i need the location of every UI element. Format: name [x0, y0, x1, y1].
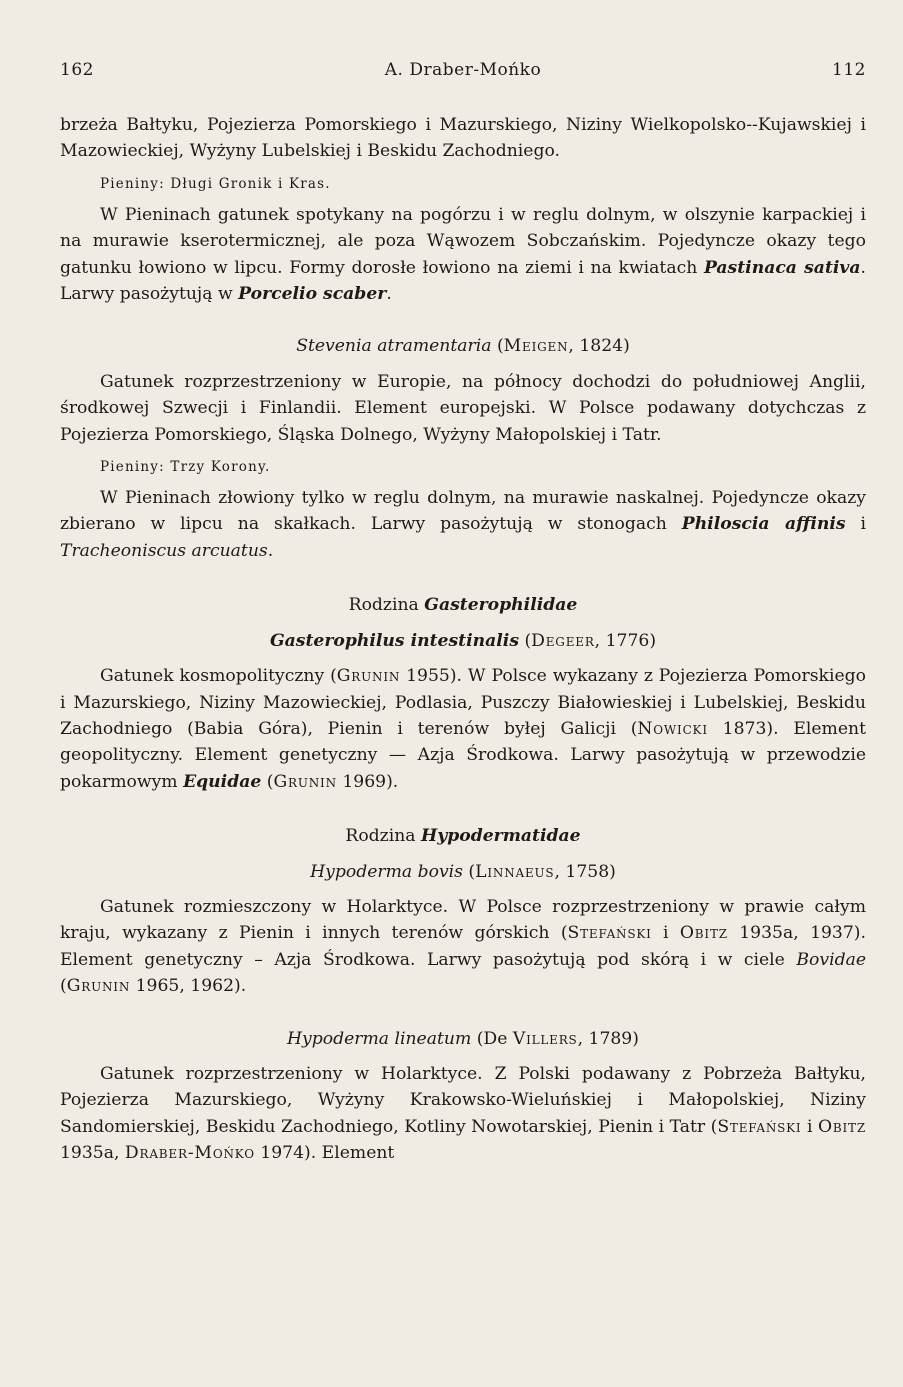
- paragraph: [60, 369, 866, 448]
- author-name: Degeer: [531, 630, 595, 651]
- text-run: 1935a, 1937). Element genetyczny – Azja Środkowa. Larwy pasożytują pod skórą i w ciele: [60, 923, 866, 970]
- author-name: Draber-Mońko: [124, 1143, 255, 1164]
- text-run: Rodzina: [348, 595, 425, 616]
- taxon-name: Gasterophilidae: [424, 595, 578, 616]
- text-run: (: [519, 630, 532, 651]
- paragraph: [60, 663, 866, 795]
- text-run: , 1824): [568, 336, 630, 357]
- text-run: Gatunek rozprzestrzeniony w Holarktyce. Z Polski podawany z Pobrzeża Bałtyku, Pojezierza Mazurskiego, Wyżyny Krakowsko-Wieluńskiej i Małopolskiej, Niziny Sandomierskiej, Beskidu Zachodniego, Kotliny Nowotarskiej, Pienin i Tatr (: [60, 1063, 866, 1137]
- text-run: 1873). Element geopolityczny. Element genetyczny — Azja Środkowa. Larwy pasożytują w przewodzie pokarmowym: [60, 718, 866, 792]
- species-heading: [60, 333, 866, 359]
- text-run: .: [267, 540, 274, 561]
- text-run: W Pieninach gatunek spotykany na pogórzu i w reglu dolnym, w olszynie karpackiej i na murawie kserotermicznej, ale poza Wąwozem Sobczańskim. Pojedyncze okazy tego gatunku łowiono w lipcu. Formy dorosłe łowiono na ziemi i na kwiatach: [60, 204, 866, 278]
- locality-line: Pieniny: Długi Gronik i Kras.: [100, 175, 331, 192]
- author-name: Obitz: [817, 1116, 866, 1137]
- author-name: Obitz: [679, 923, 728, 944]
- taxon-name: Equidae: [183, 771, 262, 792]
- paragraph: [60, 894, 866, 1000]
- author-name: Linnaeus: [475, 861, 555, 882]
- text-run: 1974). Element: [254, 1143, 395, 1164]
- taxon-name: Hypoderma lineatum: [287, 1028, 472, 1049]
- taxon-name: Tracheoniscus arcuatus: [60, 540, 268, 561]
- author-name: Stefański: [567, 923, 652, 944]
- text-run: (: [60, 976, 67, 997]
- text-run: , 1758): [554, 861, 616, 882]
- paragraph: [60, 112, 866, 165]
- text-run: . Larwy pasożytują w: [60, 257, 867, 305]
- paragraph: [60, 1061, 866, 1167]
- running-header: [60, 60, 866, 84]
- paragraph: [60, 485, 866, 564]
- text-run: .: [386, 284, 392, 305]
- page-number-left: 162: [60, 60, 94, 80]
- author-name: Villers: [512, 1028, 578, 1049]
- taxon-name: Philoscia affinis: [681, 514, 846, 535]
- text-run: , 1789): [577, 1028, 639, 1049]
- text-run: Gatunek rozprzestrzeniony w Europie, na północy dochodzi do południowej Anglii, środkowej Szwecji i Finlandii. Element europejski. W Polsce podawany dotychczas z Pojezierza Pomorskiego, Śląska Dolnego, Wyżyny Małopolskiej i Tatr.: [60, 371, 866, 445]
- family-heading: [60, 823, 866, 849]
- text-run: 1969).: [336, 771, 399, 792]
- paragraph: [60, 202, 866, 308]
- text-run: (: [491, 336, 504, 357]
- taxon-name: Pastinaca sativa: [703, 257, 861, 278]
- author-name: Meigen: [503, 336, 569, 357]
- taxon-name: Hypoderma bovis: [310, 861, 463, 882]
- author-name: Grunin: [336, 666, 401, 687]
- species-heading: [60, 859, 866, 885]
- author-name: Stefański: [717, 1116, 802, 1137]
- page-body: [60, 112, 866, 1167]
- text-run: Rodzina: [345, 826, 421, 847]
- running-title-author: A. Draber-Mońko: [384, 60, 542, 80]
- taxon-name: Porcelio scaber: [238, 284, 387, 305]
- text-run: (De: [471, 1028, 513, 1049]
- text-run: (: [261, 771, 274, 792]
- page-number-right: 112: [832, 60, 866, 80]
- taxon-name: Gasterophilus intestinalis: [269, 630, 519, 651]
- author-name: Nowicki: [637, 718, 708, 739]
- text-run: 1935a,: [60, 1143, 125, 1164]
- text-run: i: [845, 514, 866, 535]
- text-run: i: [651, 923, 680, 944]
- taxon-name: Hypodermatidae: [421, 826, 581, 847]
- taxon-name: Stevenia atramentaria: [296, 336, 492, 357]
- text-run: (: [462, 861, 476, 882]
- text-run: Gatunek rozmieszczony w Holarktyce. W Polsce rozprzestrzeniony w prawie całym kraju, wykazany z Pienin i innych terenów górskich (: [60, 896, 866, 944]
- text-run: W Pieninach złowiony tylko w reglu dolnym, na murawie naskalnej. Pojedyncze okazy zbierano w lipcu na skałkach. Larwy pasożytują w stonogach: [60, 488, 866, 535]
- text-run: brzeża Bałtyku, Pojezierza Pomorskiego i Mazurskiego, Niziny Wielkopolsko--Kujawskiej i Mazowieckiej, Wyżyny Lubelskiej i Beskidu Zachodniego.: [60, 115, 866, 162]
- locality-line: Pieniny: Trzy Korony.: [100, 459, 271, 476]
- author-name: Grunin: [66, 976, 131, 997]
- text-run: , 1776): [594, 630, 657, 651]
- species-heading: [60, 628, 866, 654]
- taxon-name: Bovidae: [796, 949, 866, 970]
- species-heading: [60, 1026, 866, 1052]
- text-run: Gatunek kosmopolityczny (: [100, 666, 337, 687]
- author-name: Grunin: [273, 771, 337, 792]
- family-heading: [60, 592, 866, 618]
- text-run: 1965, 1962).: [130, 976, 247, 997]
- text-run: 1955). W Polsce wykazany z Pojezierza Pomorskiego i Mazurskiego, Niziny Mazowieckiej, Podlasia, Puszczy Białowieskiej i Lubelskiej, Beskidu Zachodniego (Babia Góra), Pienin i terenów byłej Galicji (: [60, 666, 866, 739]
- text-run: i: [801, 1116, 818, 1137]
